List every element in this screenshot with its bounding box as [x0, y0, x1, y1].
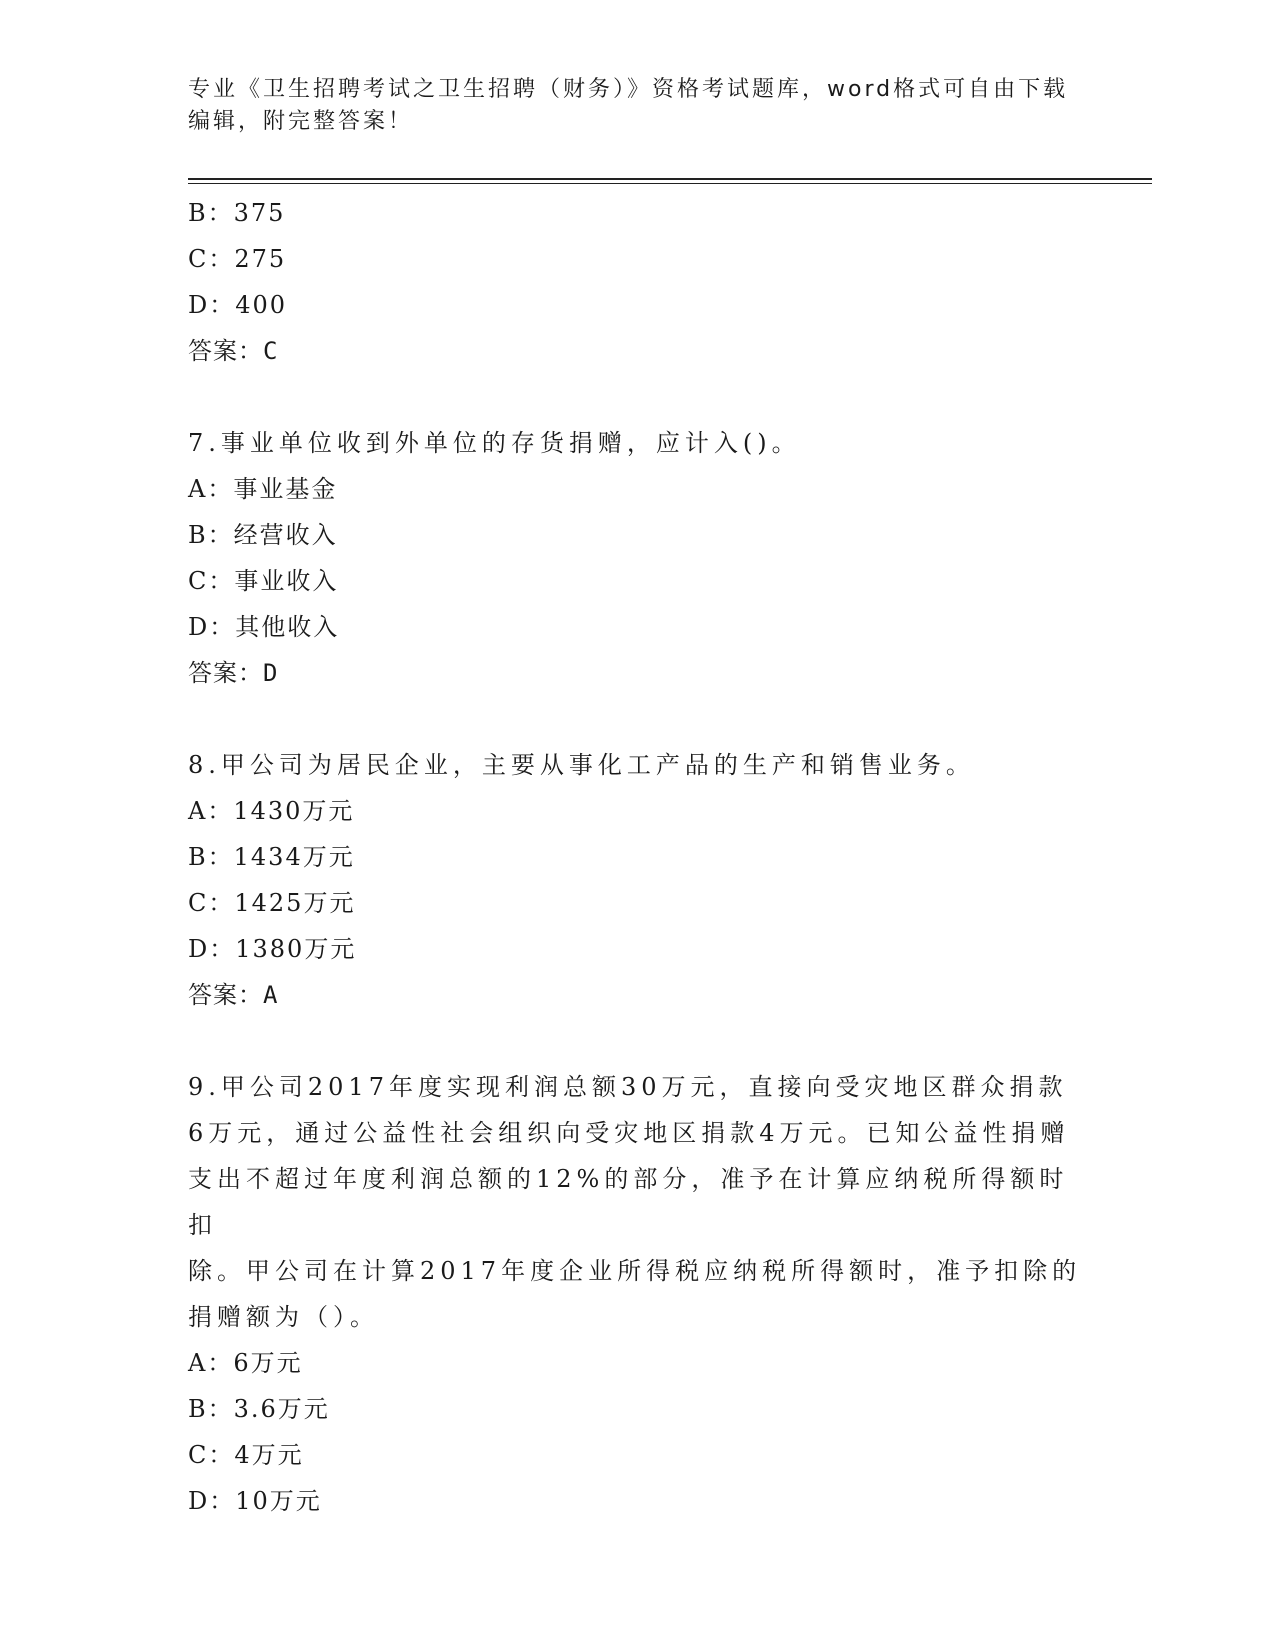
- option-b: B：经营收入: [188, 521, 338, 549]
- question-stem: 8.甲公司为居民企业，主要从事化工产品的生产和销售业务。: [188, 751, 975, 779]
- answer-line: 答案：A: [188, 981, 279, 1009]
- option-c: C：1425万元: [188, 889, 356, 917]
- option-a: A：事业基金: [188, 475, 338, 503]
- option-c: C：275: [188, 245, 287, 273]
- option-a: A：1430万元: [188, 797, 355, 825]
- header-line-2: 编辑，附完整答案！: [188, 109, 414, 134]
- stem-line: 捐赠额为（）。: [188, 1303, 379, 1331]
- stem-line: 6万元，通过公益性社会组织向受灾地区捐款4万元。已知公益性捐赠: [188, 1119, 1070, 1147]
- option-b: B：375: [188, 199, 286, 227]
- page-header: [188, 74, 1088, 138]
- option-b: B：1434万元: [188, 843, 355, 871]
- header-divider: [188, 178, 1152, 180]
- option-a: A：6万元: [188, 1349, 303, 1377]
- question-6-continued: [188, 190, 1088, 374]
- answer-line: 答案：D: [188, 659, 279, 687]
- option-d: D：1380万元: [188, 935, 357, 963]
- header-line-1: 专业《卫生招聘考试之卫生招聘（财务）》资格考试题库，word格式可自由下载: [188, 77, 1069, 102]
- header-divider-thin: [188, 183, 1152, 184]
- question-stem: [188, 1064, 1088, 1340]
- option-c: C：事业收入: [188, 567, 339, 595]
- question-list: [188, 190, 1088, 1524]
- option-b: B：3.6万元: [188, 1395, 330, 1423]
- option-d: D：400: [188, 291, 288, 319]
- question-8: [188, 742, 1088, 1018]
- question-9: [188, 1064, 1088, 1524]
- stem-line: 支出不超过年度利润总额的12%的部分，准予在计算应纳税所得额时扣: [188, 1165, 1069, 1239]
- stem-line: 9.甲公司2017年度实现利润总额30万元，直接向受灾地区群众捐款: [188, 1073, 1068, 1101]
- stem-line: 除。甲公司在计算2017年度企业所得税应纳税所得额时，准予扣除的: [188, 1257, 1082, 1285]
- option-d: D：10万元: [188, 1487, 322, 1515]
- answer-line: 答案：C: [188, 337, 279, 365]
- option-d: D：其他收入: [188, 613, 340, 641]
- question-stem: 7.事业单位收到外单位的存货捐赠，应计入()。: [188, 429, 801, 457]
- question-7: [188, 420, 1088, 696]
- option-c: C：4万元: [188, 1441, 304, 1469]
